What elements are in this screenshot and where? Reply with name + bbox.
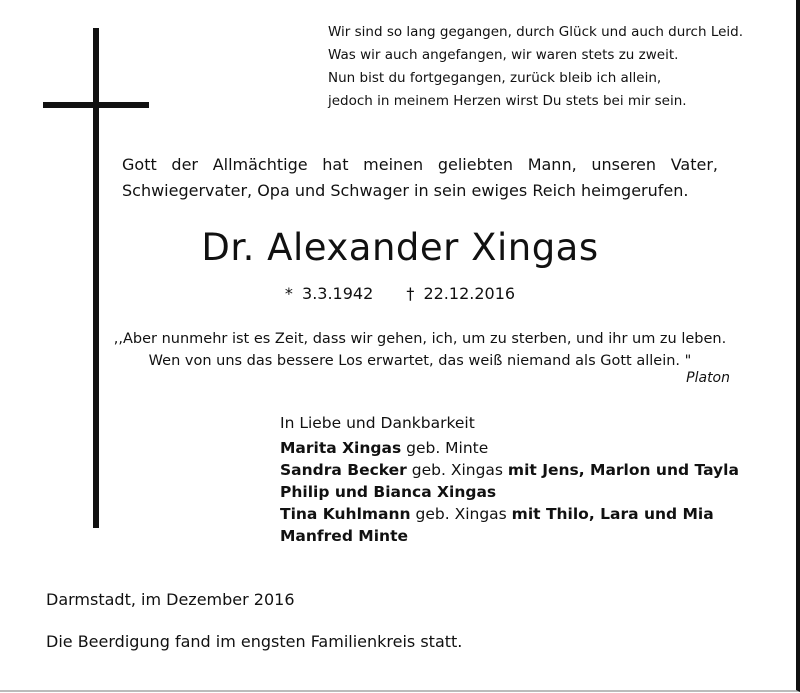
- family-children: mit Jens, Marlon und Tayla: [507, 461, 739, 479]
- quote-line: Wen von uns das bessere Los erwartet, das weiß niemand als Gott allein. ": [148, 353, 692, 369]
- family-children: mit Thilo, Lara und Mia: [511, 505, 714, 523]
- family-name: Philip und Bianca Xingas: [280, 483, 497, 501]
- announcement: [122, 152, 718, 204]
- life-dates: [0, 284, 800, 303]
- family-name: Sandra Becker: [280, 461, 407, 479]
- quote: [110, 328, 730, 372]
- family-name: Tina Kuhlmann: [280, 505, 411, 523]
- poem-line: Wir sind so lang gegangen, durch Glück und auch durch Leid.: [328, 24, 744, 40]
- family-name: Manfred Minte: [280, 527, 409, 545]
- family-note: geb. Xingas: [406, 461, 508, 479]
- quote-author: Platon: [686, 370, 730, 386]
- place-date: Darmstadt, im Dezember 2016: [46, 590, 295, 609]
- poem-line: jedoch in meinem Herzen wirst Du stets bei mir sein.: [328, 93, 687, 109]
- family-line: [280, 525, 739, 547]
- quote-line: ,,Aber nunmehr ist es Zeit, dass wir gehen, ich, um zu sterben, und ihr um zu leben.: [113, 331, 727, 347]
- family-note: geb. Minte: [401, 439, 489, 457]
- burial-note: Die Beerdigung fand im engsten Familienkreis statt.: [46, 632, 463, 651]
- family-heading: In Liebe und Dankbarkeit: [280, 414, 475, 432]
- family-line: [280, 437, 739, 459]
- poem: [328, 21, 743, 113]
- family-signatures: [280, 412, 739, 547]
- deceased-name: Dr. Alexander Xingas: [201, 226, 599, 269]
- announcement-line: Gott der Allmächtige hat meinen geliebten Mann, unseren Vater,: [122, 155, 718, 174]
- family-name: Marita Xingas: [280, 439, 402, 457]
- birth-date: * 3.3.1942: [284, 284, 374, 303]
- poem-line: Nun bist du fortgegangen, zurück bleib ich allein,: [328, 70, 662, 86]
- family-line: [280, 503, 739, 525]
- family-line: [280, 481, 739, 503]
- poem-line: Was wir auch angefangen, wir waren stets zu zweit.: [328, 47, 679, 63]
- announcement-line: Schwiegervater, Opa und Schwager in sein ewiges Reich heimgerufen.: [122, 181, 689, 200]
- family-note: geb. Xingas: [410, 505, 512, 523]
- cross-icon-bar: [43, 102, 149, 108]
- death-date: † 22.12.2016: [406, 284, 516, 303]
- family-line: [280, 459, 739, 481]
